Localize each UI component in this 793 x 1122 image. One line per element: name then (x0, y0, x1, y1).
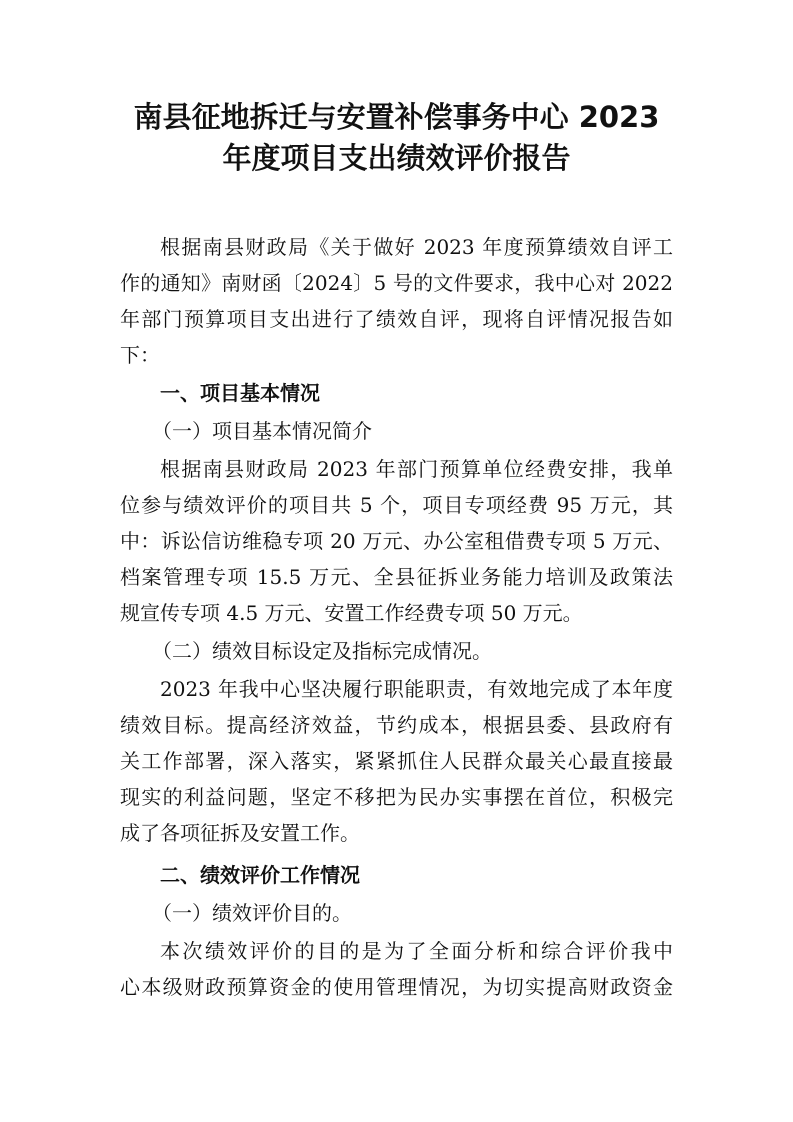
paragraph-line: 现实的利益问题，坚定不移把为民办实事摆在首位，积极完 (120, 785, 673, 809)
paragraph-line: 档案管理专项 15.5 万元、全县征拆业务能力培训及政策法 (120, 565, 673, 589)
paragraph-line: 心本级财政预算资金的使用管理情况，为切实提高财政资金 (120, 975, 673, 999)
paragraph-line: 本次绩效评价的目的是为了全面分析和综合评价我中 (160, 939, 673, 963)
report-title-line-1: 南县征地拆迁与安置补偿事务中心 2023 (133, 100, 660, 134)
paragraph-line: 关工作部署，深入落实，紧紧抓住人民群众最关心最直接最 (120, 749, 673, 773)
subsection-heading: （一）项目基本情况简介 (152, 419, 372, 443)
paragraph-line: 根据南县财政局《关于做好 2023 年度预算绩效自评工 (160, 235, 673, 259)
paragraph-line: 绩效目标。提高经济效益，节约成本，根据县委、县政府有 (120, 713, 673, 737)
section-heading-2: 二、绩效评价工作情况 (160, 863, 360, 887)
subsection-heading: （一）绩效评价目的。 (152, 901, 352, 925)
paragraph-line: 作的通知》南财函〔2024〕5 号的文件要求，我中心对 2022 (120, 271, 673, 295)
paragraph-line: 位参与绩效评价的项目共 5 个，项目专项经费 95 万元，其 (120, 493, 673, 517)
section-heading-1: 一、项目基本情况 (160, 381, 320, 405)
subsection-heading: （二）绩效目标设定及指标完成情况。 (152, 639, 492, 663)
paragraph-line: 成了各项征拆及安置工作。 (120, 821, 360, 845)
paragraph-line: 根据南县财政局 2023 年部门预算单位经费安排，我单 (160, 457, 673, 481)
paragraph-line: 规宣传专项 4.5 万元、安置工作经费专项 50 万元。 (120, 601, 583, 625)
paragraph-line: 中：诉讼信访维稳专项 20 万元、办公室租借费专项 5 万元、 (120, 529, 673, 553)
paragraph-line: 下： (120, 343, 160, 367)
paragraph-line: 2023 年我中心坚决履行职能职责，有效地完成了本年度 (160, 677, 673, 701)
report-title-line-2: 年度项目支出绩效评价报告 (222, 141, 571, 175)
paragraph-line: 年部门预算项目支出进行了绩效自评，现将自评情况报告如 (120, 307, 673, 331)
